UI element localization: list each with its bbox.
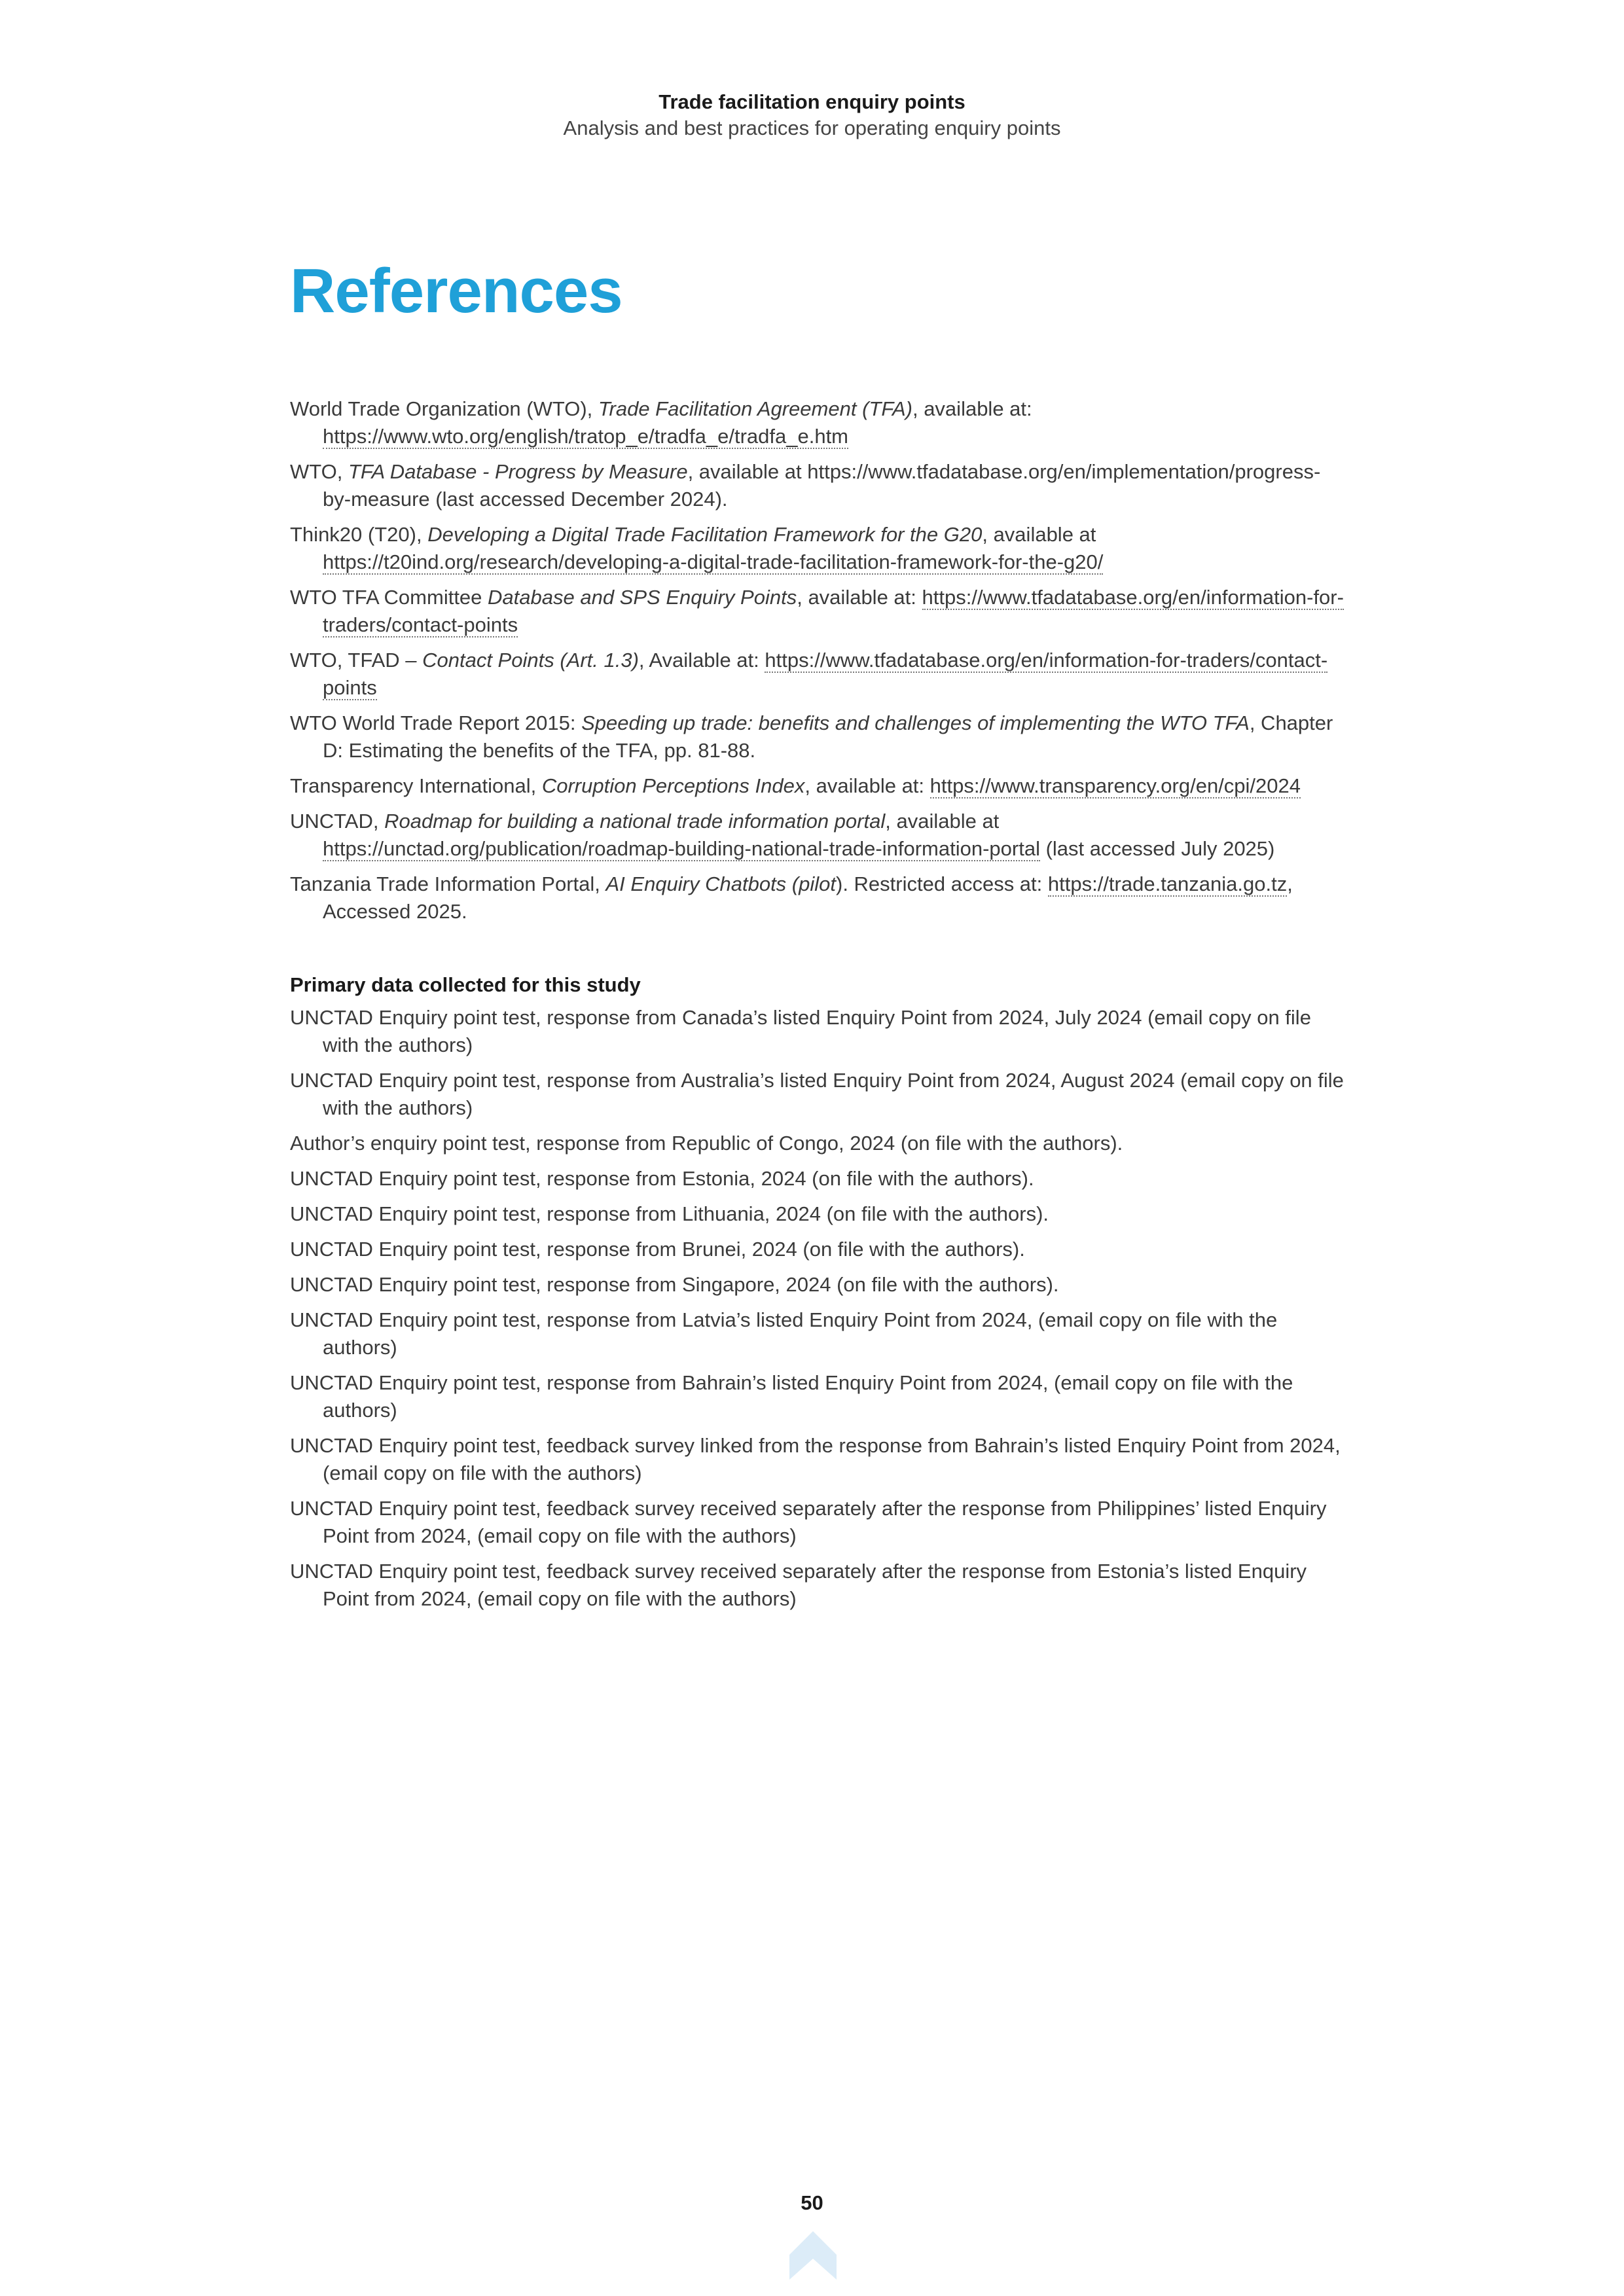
- reference-text: , available at https://www.tfadatabase.org/en/implementation/progress-by-measure (last accessed December 2024).: [323, 460, 1321, 511]
- reference-item: [290, 458, 1344, 513]
- primary-data-item: UNCTAD Enquiry point test, response from Brunei, 2024 (on file with the authors).: [290, 1238, 1025, 1261]
- chevron-up-icon[interactable]: [788, 2229, 838, 2281]
- primary-data-item: UNCTAD Enquiry point test, feedback survey linked from the response from Bahrain’s listed Enquiry Point from 2024, (email copy on file with the authors): [290, 1434, 1341, 1484]
- reference-item: [290, 870, 1344, 925]
- primary-data-item: UNCTAD Enquiry point test, feedback survey received separately after the response from Estonia’s listed Enquiry Point from 2024, (email copy on file with the authors): [290, 1560, 1307, 1610]
- primary-data-item: UNCTAD Enquiry point test, response from Singapore, 2024 (on file with the authors).: [290, 1273, 1059, 1296]
- reference-author: World Trade Organization (WTO),: [290, 397, 598, 420]
- reference-author: WTO,: [290, 460, 348, 483]
- reference-item: [290, 647, 1344, 702]
- reference-item: [290, 584, 1344, 639]
- reference-item: [290, 395, 1344, 450]
- reference-title: Speeding up trade: benefits and challenges of implementing the WTO TFA: [581, 711, 1250, 734]
- reference-text: , Chapter D: Estimating the benefits of the TFA, pp. 81-88.: [323, 711, 1333, 762]
- reference-title: TFA Database - Progress by Measure: [348, 460, 688, 483]
- page-title: References: [290, 256, 623, 326]
- reference-title: Database and SPS Enquiry Points: [488, 586, 797, 609]
- reference-title: Developing a Digital Trade Facilitation Framework for the G20: [427, 523, 983, 546]
- reference-title: Contact Points (Art. 1.3): [422, 649, 639, 672]
- reference-text: , available at:: [797, 586, 922, 609]
- reference-text: , available at: [982, 523, 1096, 546]
- primary-data-item: Author’s enquiry point test, response from Republic of Congo, 2024 (on file with the authors).: [290, 1132, 1123, 1155]
- reference-text: , available at: [885, 810, 1000, 833]
- primary-data-item: UNCTAD Enquiry point test, response from Estonia, 2024 (on file with the authors).: [290, 1167, 1034, 1190]
- running-header-subtitle: Analysis and best practices for operating enquiry points: [563, 117, 1061, 139]
- primary-data-item: UNCTAD Enquiry point test, response from Lithuania, 2024 (on file with the authors).: [290, 1202, 1049, 1225]
- reference-title: Trade Facilitation Agreement (TFA): [598, 397, 912, 420]
- reference-link[interactable]: https://trade.tanzania.go.tz: [1047, 872, 1288, 895]
- reference-author: WTO, TFAD –: [290, 649, 423, 672]
- reference-item: [290, 521, 1344, 576]
- reference-note: (last accessed July 2025): [1039, 837, 1275, 860]
- reference-author: WTO TFA Committee: [290, 586, 488, 609]
- reference-link[interactable]: https://unctad.org/publication/roadmap-building-national-trade-information-portal: [323, 837, 1040, 860]
- page-number: 50: [801, 2191, 823, 2214]
- running-header: [0, 89, 1624, 141]
- reference-text: , Available at:: [638, 649, 765, 672]
- primary-data-item: UNCTAD Enquiry point test, response from Bahrain’s listed Enquiry Point from 2024, (email copy on file with the authors): [290, 1371, 1293, 1422]
- reference-link[interactable]: https://www.tfadatabase.org/en/information-for-traders/contact-points: [323, 586, 1344, 636]
- reference-note: , Accessed 2025.: [323, 872, 1293, 923]
- reference-item: [290, 709, 1344, 764]
- reference-title: AI Enquiry Chatbots (pilot: [605, 872, 836, 895]
- reference-link[interactable]: https://www.transparency.org/en/cpi/2024: [929, 774, 1301, 797]
- reference-text: ). Restricted access at:: [836, 872, 1048, 895]
- reference-title: Roadmap for building a national trade information portal: [384, 810, 886, 833]
- reference-author: UNCTAD,: [290, 810, 385, 833]
- reference-author: Think20 (T20),: [290, 523, 428, 546]
- reference-item: [290, 772, 1344, 800]
- primary-data-list: [290, 1004, 1344, 1613]
- reference-text: , available at:: [804, 774, 930, 797]
- reference-author: WTO World Trade Report 2015:: [290, 711, 582, 734]
- primary-data-heading: Primary data collected for this study: [290, 973, 641, 996]
- reference-link[interactable]: https://www.tfadatabase.org/en/information-for-traders/contact-points: [323, 649, 1328, 699]
- primary-data-item: UNCTAD Enquiry point test, feedback survey received separately after the response from Philippines’ listed Enquiry Point from 2024, (email copy on file with the authors): [290, 1497, 1327, 1547]
- reference-item: [290, 808, 1344, 863]
- reference-link[interactable]: https://www.wto.org/english/tratop_e/tradfa_e/tradfa_e.htm: [323, 425, 849, 448]
- running-header-title: Trade facilitation enquiry points: [659, 90, 965, 113]
- reference-title: Corruption Perceptions Index: [541, 774, 805, 797]
- references-list: [290, 395, 1344, 925]
- primary-data-item: UNCTAD Enquiry point test, response from Australia’s listed Enquiry Point from 2024, August 2024 (email copy on file with the authors): [290, 1069, 1344, 1119]
- primary-data-item: UNCTAD Enquiry point test, response from Canada’s listed Enquiry Point from 2024, July 2024 (email copy on file with the authors): [290, 1006, 1311, 1056]
- reference-text: , available at:: [912, 397, 1032, 420]
- reference-link[interactable]: https://t20ind.org/research/developing-a-digital-trade-facilitation-framework-for-the-g20/: [323, 550, 1104, 573]
- page-content: [290, 395, 1344, 1621]
- reference-author: Tanzania Trade Information Portal,: [290, 872, 606, 895]
- reference-author: Transparency International,: [290, 774, 542, 797]
- primary-data-item: UNCTAD Enquiry point test, response from Latvia’s listed Enquiry Point from 2024, (email copy on file with the authors): [290, 1308, 1278, 1359]
